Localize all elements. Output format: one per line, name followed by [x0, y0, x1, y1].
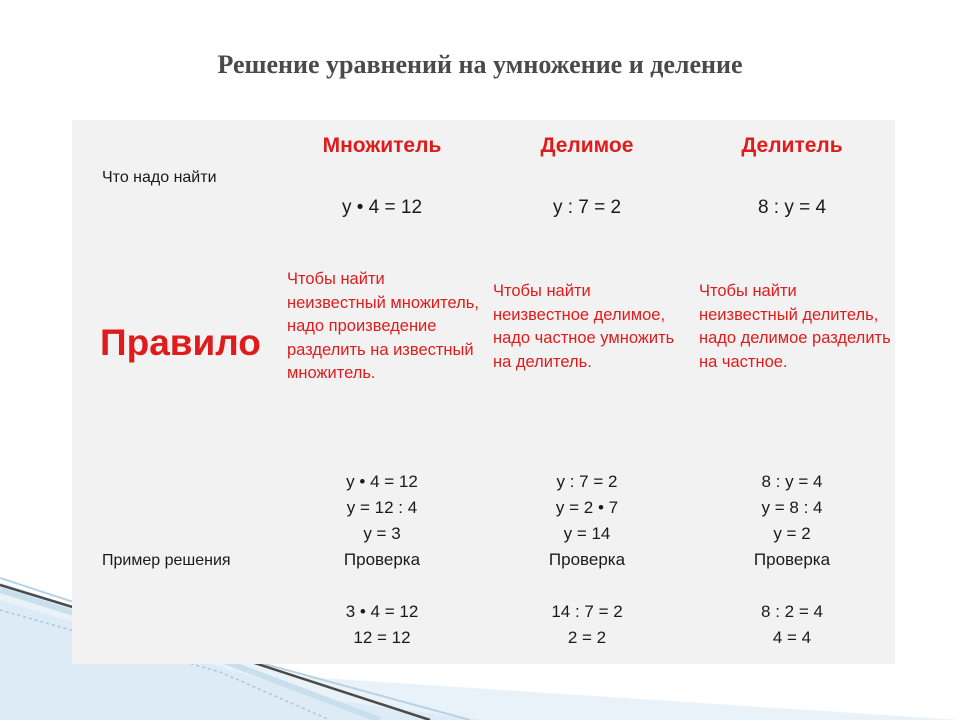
equation-multiplier: y • 4 = 12	[341, 197, 423, 218]
example-dividend	[487, 469, 687, 651]
solution-line: y = 14	[563, 524, 611, 543]
check-line: 4 = 4	[772, 628, 812, 647]
rule-dividend: Чтобы найти неизвестное делимое, надо частное умножить на делитель.	[493, 282, 675, 371]
check-label: Проверка	[343, 550, 421, 569]
solution-line: y = 3	[363, 524, 401, 543]
solution-line: y • 4 = 12	[346, 472, 418, 491]
solution-line: y = 2	[773, 524, 811, 543]
check-line: 2 = 2	[567, 628, 607, 647]
solution-line: y = 12 : 4	[346, 498, 418, 517]
row-label-example: Пример решения	[102, 552, 231, 569]
col-header-multiplier: Множитель	[322, 134, 442, 157]
rule-divisor: Чтобы найти неизвестный делитель, надо делимое разделить на частное.	[699, 282, 891, 371]
equation-dividend: y : 7 = 2	[552, 197, 622, 218]
solution-line: 8 : y = 4	[761, 472, 823, 491]
solution-line: y = 2 • 7	[555, 498, 619, 517]
rule-multiplier: Чтобы найти неизвестный множитель, надо произведение разделить на известный множитель.	[287, 270, 479, 382]
check-label: Проверка	[548, 550, 626, 569]
example-multiplier	[282, 469, 482, 651]
page-title: Решение уравнений на умножение и деление	[217, 50, 743, 79]
solution-line: y = 8 : 4	[761, 498, 823, 517]
equation-divisor: 8 : y = 4	[757, 197, 827, 218]
check-line: 12 = 12	[353, 628, 411, 647]
col-header-dividend: Делимое	[540, 134, 634, 157]
check-label: Проверка	[753, 550, 831, 569]
rules-table	[72, 120, 895, 664]
check-line: 8 : 2 = 4	[761, 602, 823, 621]
check-line: 3 • 4 = 12	[345, 602, 419, 621]
row-label-rule: Правило	[100, 322, 261, 363]
check-line: 14 : 7 = 2	[551, 602, 623, 621]
row-label-what-to-find: Что надо найти	[102, 169, 217, 186]
solution-line: y : 7 = 2	[556, 472, 618, 491]
col-header-divisor: Делитель	[741, 134, 843, 157]
example-divisor	[692, 469, 892, 651]
